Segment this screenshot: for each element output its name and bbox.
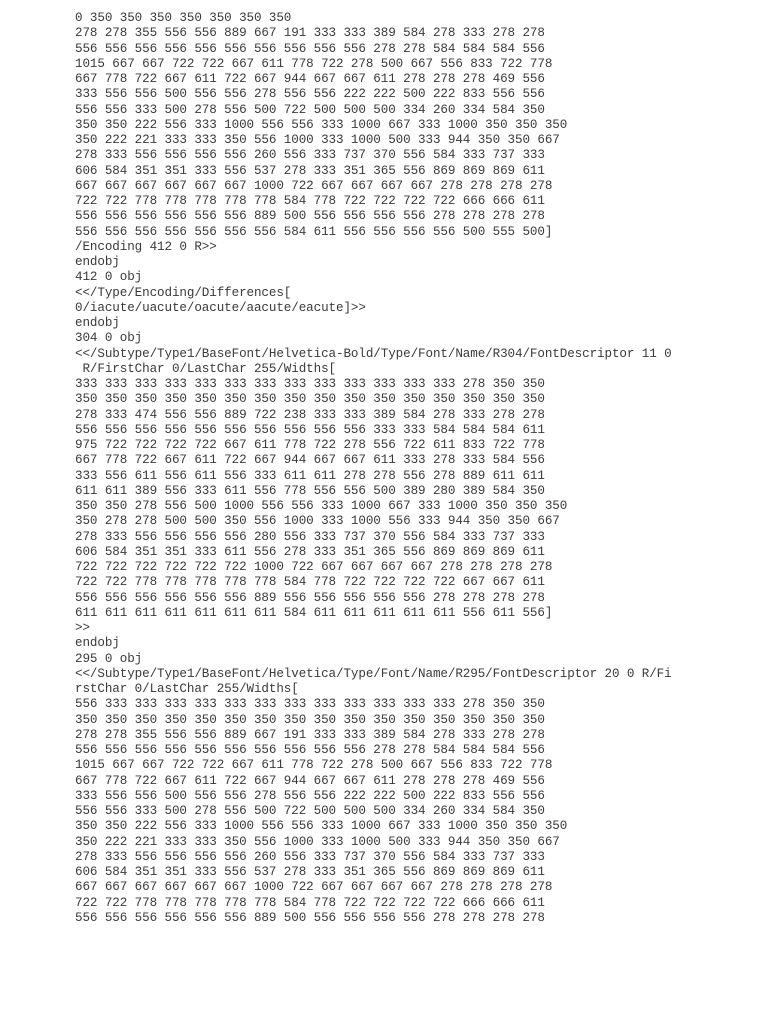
text-line: 606 584 351 351 333 556 537 278 333 351 365 556 869 869 869 611 <box>75 163 545 178</box>
document-text <box>75 11 755 926</box>
text-line: 350 350 350 350 350 350 350 350 350 350 350 350 350 350 350 350 <box>75 392 545 407</box>
text-line: 556 556 556 556 556 556 556 584 611 556 556 556 556 500 555 500] <box>75 224 553 239</box>
text-line: 412 0 obj <box>75 270 143 285</box>
text-line: 556 556 556 556 556 556 889 556 556 556 556 556 278 278 278 278 <box>75 590 545 605</box>
text-line: 0 350 350 350 350 350 350 350 <box>75 11 292 25</box>
text-line: 556 556 556 556 556 556 556 556 556 556 278 278 584 584 584 556 <box>75 743 545 757</box>
text-line: 333 333 333 333 333 333 333 333 333 333 333 333 333 278 350 350 <box>75 377 545 391</box>
text-line: rstChar 0/LastChar 255/Widths[ <box>75 682 299 696</box>
text-line: <</Subtype/Type1/BaseFont/Helvetica-Bold/Type/Font/Name/R304/FontDescriptor 11 0 <box>75 346 672 361</box>
text-line: 611 611 611 611 611 611 611 584 611 611 611 611 611 556 611 556] <box>75 605 553 620</box>
text-line: 556 556 333 500 278 556 500 722 500 500 500 334 260 334 584 350 <box>75 102 545 117</box>
text-line: 333 556 611 556 611 556 333 611 611 278 278 556 278 889 611 611 <box>75 468 545 483</box>
text-line: <</Type/Encoding/Differences[ <box>75 285 292 300</box>
text-line: endobj <box>75 636 120 651</box>
text-line: 333 556 556 500 556 556 278 556 556 222 222 500 222 833 556 556 <box>75 87 545 102</box>
text-line: 1015 667 667 722 722 667 611 778 722 278 500 667 556 833 722 778 <box>75 56 553 71</box>
text-line: 350 222 221 333 333 350 556 1000 333 1000 500 333 944 350 350 667 <box>75 834 560 849</box>
text-line: 556 556 556 556 556 556 556 556 556 556 333 333 584 584 584 611 <box>75 422 545 437</box>
text-line: 278 333 474 556 556 889 722 238 333 333 389 584 278 333 278 278 <box>75 407 545 422</box>
text-line: 556 333 333 333 333 333 333 333 333 333 333 333 333 278 350 350 <box>75 697 545 712</box>
text-line: 556 556 556 556 556 556 556 556 556 556 278 278 584 584 584 556 <box>75 41 545 56</box>
text-line: 722 722 778 778 778 778 778 584 778 722 722 722 722 667 667 611 <box>75 575 545 590</box>
text-line: 278 333 556 556 556 556 260 556 333 737 370 556 584 333 737 333 <box>75 849 545 864</box>
text-line: 667 778 722 667 611 722 667 944 667 667 611 333 278 333 584 556 <box>75 453 545 468</box>
text-line: 295 0 obj <box>75 651 143 666</box>
text-line: 667 667 667 667 667 667 1000 722 667 667 667 667 278 278 278 278 <box>75 880 553 895</box>
text-line: 556 556 556 556 556 556 889 500 556 556 556 556 278 278 278 278 <box>75 910 545 925</box>
text-line: 350 350 222 556 333 1000 556 556 333 1000 667 333 1000 350 350 350 <box>75 819 568 834</box>
text-line: 350 222 221 333 333 350 556 1000 333 1000 500 333 944 350 350 667 <box>75 133 560 147</box>
text-line: <</Subtype/Type1/BaseFont/Helvetica/Type/Font/Name/R295/FontDescriptor 20 0 R/Fi <box>75 666 672 681</box>
text-line: 667 667 667 667 667 667 1000 722 667 667 667 667 278 278 278 278 <box>75 178 553 193</box>
text-line: 556 556 556 556 556 556 889 500 556 556 556 556 278 278 278 278 <box>75 209 545 224</box>
text-line: 667 778 722 667 611 722 667 944 667 667 611 278 278 278 469 556 <box>75 773 545 788</box>
text-line: 722 722 778 778 778 778 778 584 778 722 722 722 722 666 666 611 <box>75 895 545 910</box>
text-line: 606 584 351 351 333 611 556 278 333 351 365 556 869 869 869 611 <box>75 544 545 559</box>
text-line: endobj <box>75 255 120 269</box>
text-line: 278 278 355 556 556 889 667 191 333 333 389 584 278 333 278 278 <box>75 727 545 742</box>
text-line: 667 778 722 667 611 722 667 944 667 667 611 278 278 278 469 556 <box>75 72 545 86</box>
text-line: 1015 667 667 722 722 667 611 778 722 278 500 667 556 833 722 778 <box>75 758 553 773</box>
text-line: 975 722 722 722 722 667 611 778 722 278 556 722 611 833 722 778 <box>75 438 545 452</box>
text-line: 722 722 722 722 722 722 1000 722 667 667 667 667 278 278 278 278 <box>75 560 553 574</box>
text-line: 278 333 556 556 556 556 260 556 333 737 370 556 584 333 737 333 <box>75 148 545 163</box>
text-line: 350 350 222 556 333 1000 556 556 333 1000 667 333 1000 350 350 350 <box>75 117 568 132</box>
text-line: 350 278 278 500 500 350 556 1000 333 1000 556 333 944 350 350 667 <box>75 514 560 529</box>
text-line: 350 350 350 350 350 350 350 350 350 350 350 350 350 350 350 350 <box>75 712 545 727</box>
text-line: 278 278 355 556 556 889 667 191 333 333 389 584 278 333 278 278 <box>75 26 545 41</box>
text-line: 606 584 351 351 333 556 537 278 333 351 365 556 869 869 869 611 <box>75 865 545 879</box>
text-line: 0/iacute/uacute/oacute/aacute/eacute]>> <box>75 300 366 315</box>
text-line: endobj <box>75 316 120 330</box>
text-line: 304 0 obj <box>75 331 143 346</box>
text-line: 350 350 278 556 500 1000 556 556 333 1000 667 333 1000 350 350 350 <box>75 499 568 513</box>
text-line: R/FirstChar 0/LastChar 255/Widths[ <box>75 361 337 376</box>
text-line: /Encoding 412 0 R>> <box>75 239 217 254</box>
text-line: 556 556 333 500 278 556 500 722 500 500 500 334 260 334 584 350 <box>75 804 545 818</box>
text-line: >> <box>75 621 90 635</box>
text-line: 611 611 389 556 333 611 556 778 556 556 500 389 280 389 584 350 <box>75 483 545 498</box>
text-line: 278 333 556 556 556 556 280 556 333 737 370 556 584 333 737 333 <box>75 529 545 544</box>
text-line: 722 722 778 778 778 778 778 584 778 722 722 722 722 666 666 611 <box>75 194 545 208</box>
text-line: 333 556 556 500 556 556 278 556 556 222 222 500 222 833 556 556 <box>75 788 545 803</box>
